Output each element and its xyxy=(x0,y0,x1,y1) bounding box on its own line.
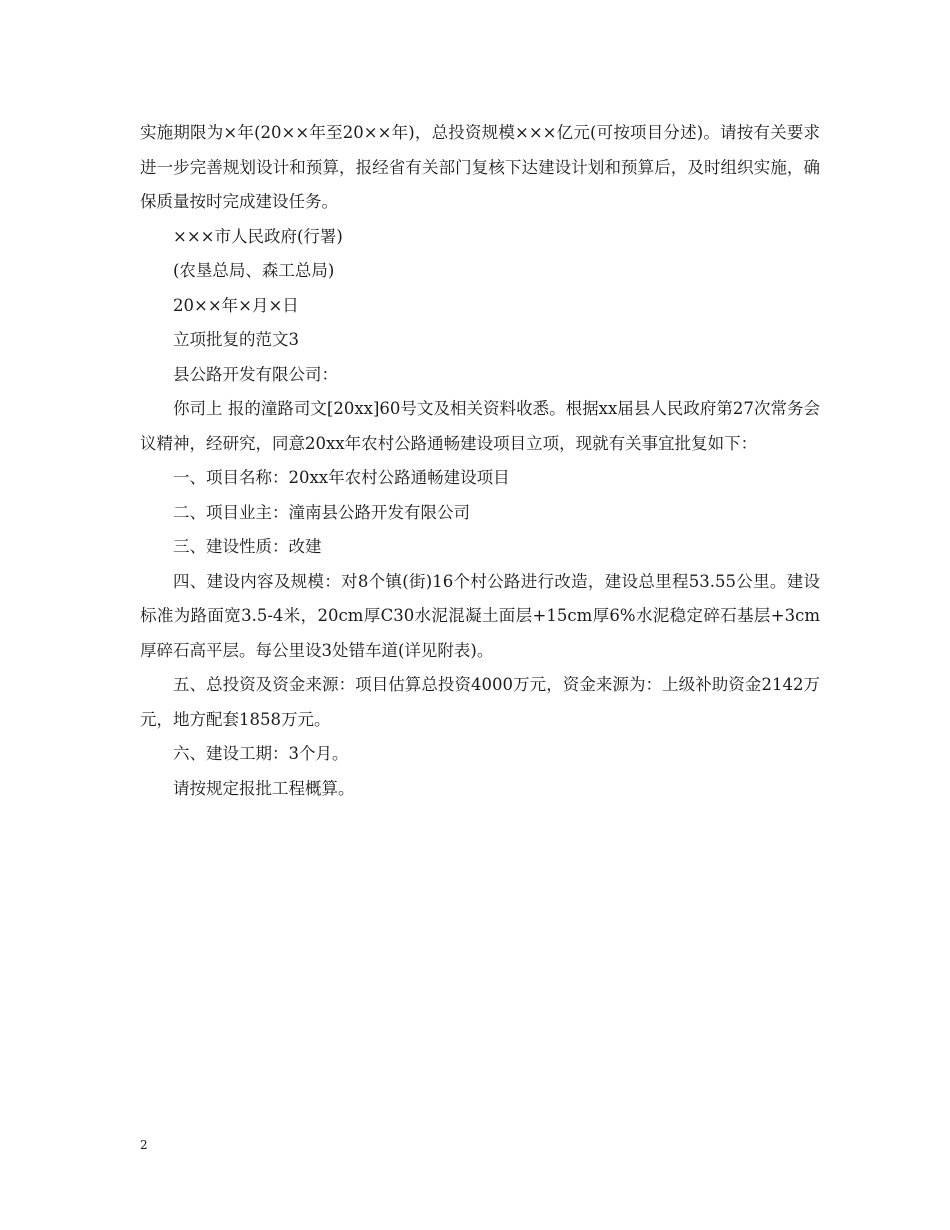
paragraph-7: 你司上 报的潼路司文[20xx]60号文及相关资料收悉。根据xx届县人民政府第27次常务会议精神，经研究，同意20xx年农村公路通畅建设项目立项，现就有关事宜批复如下： xyxy=(140,399,820,453)
paragraph-2: ×××市人民政府(行署) xyxy=(173,226,343,246)
paragraph-14: 请按规定报批工程概算。 xyxy=(173,778,355,798)
paragraph-8: 一、项目名称：20xx年农村公路通畅建设项目 xyxy=(173,468,510,487)
paragraph-10: 三、建设性质：改建 xyxy=(173,537,322,556)
paragraph-9: 二、项目业主：潼南县公路开发有限公司 xyxy=(173,502,470,522)
paragraph-1: 实施期限为×年(20××年至20××年)，总投资规模×××亿元(可按项目分述)。请按有关要求进一步完善规划设计和预算，报经省有关部门复核下达建设计划和预算后，及时组织实施，确保质量按时完成建设任务。 xyxy=(140,123,820,211)
paragraph-6: 县公路开发有限公司： xyxy=(173,364,338,384)
paragraph-4: 20××年×月×日 xyxy=(173,295,299,315)
paragraph-11: 四、建设内容及规模：对8个镇(街)16个村公路进行改造，建设总里程53.55公里。建设标准为路面宽3.5-4米，20cm厚C30水泥混凝土面层+15cm厚6%水泥稳定碎石基层+3cm厚碎石高平层。每公里设3处错车道(详见附表)。 xyxy=(140,571,820,660)
paragraph-13: 六、建设工期：3个月。 xyxy=(173,744,349,763)
paragraph-12: 五、总投资及资金来源：项目估算总投资4000万元，资金来源为：上级补助资金2142万元，地方配套1858万元。 xyxy=(140,675,820,729)
paragraph-3: (农垦总局、森工总局) xyxy=(173,261,335,280)
page-number: 2 xyxy=(140,1138,148,1152)
paragraph-5: 立项批复的范文3 xyxy=(173,330,299,349)
document-body xyxy=(140,116,820,806)
